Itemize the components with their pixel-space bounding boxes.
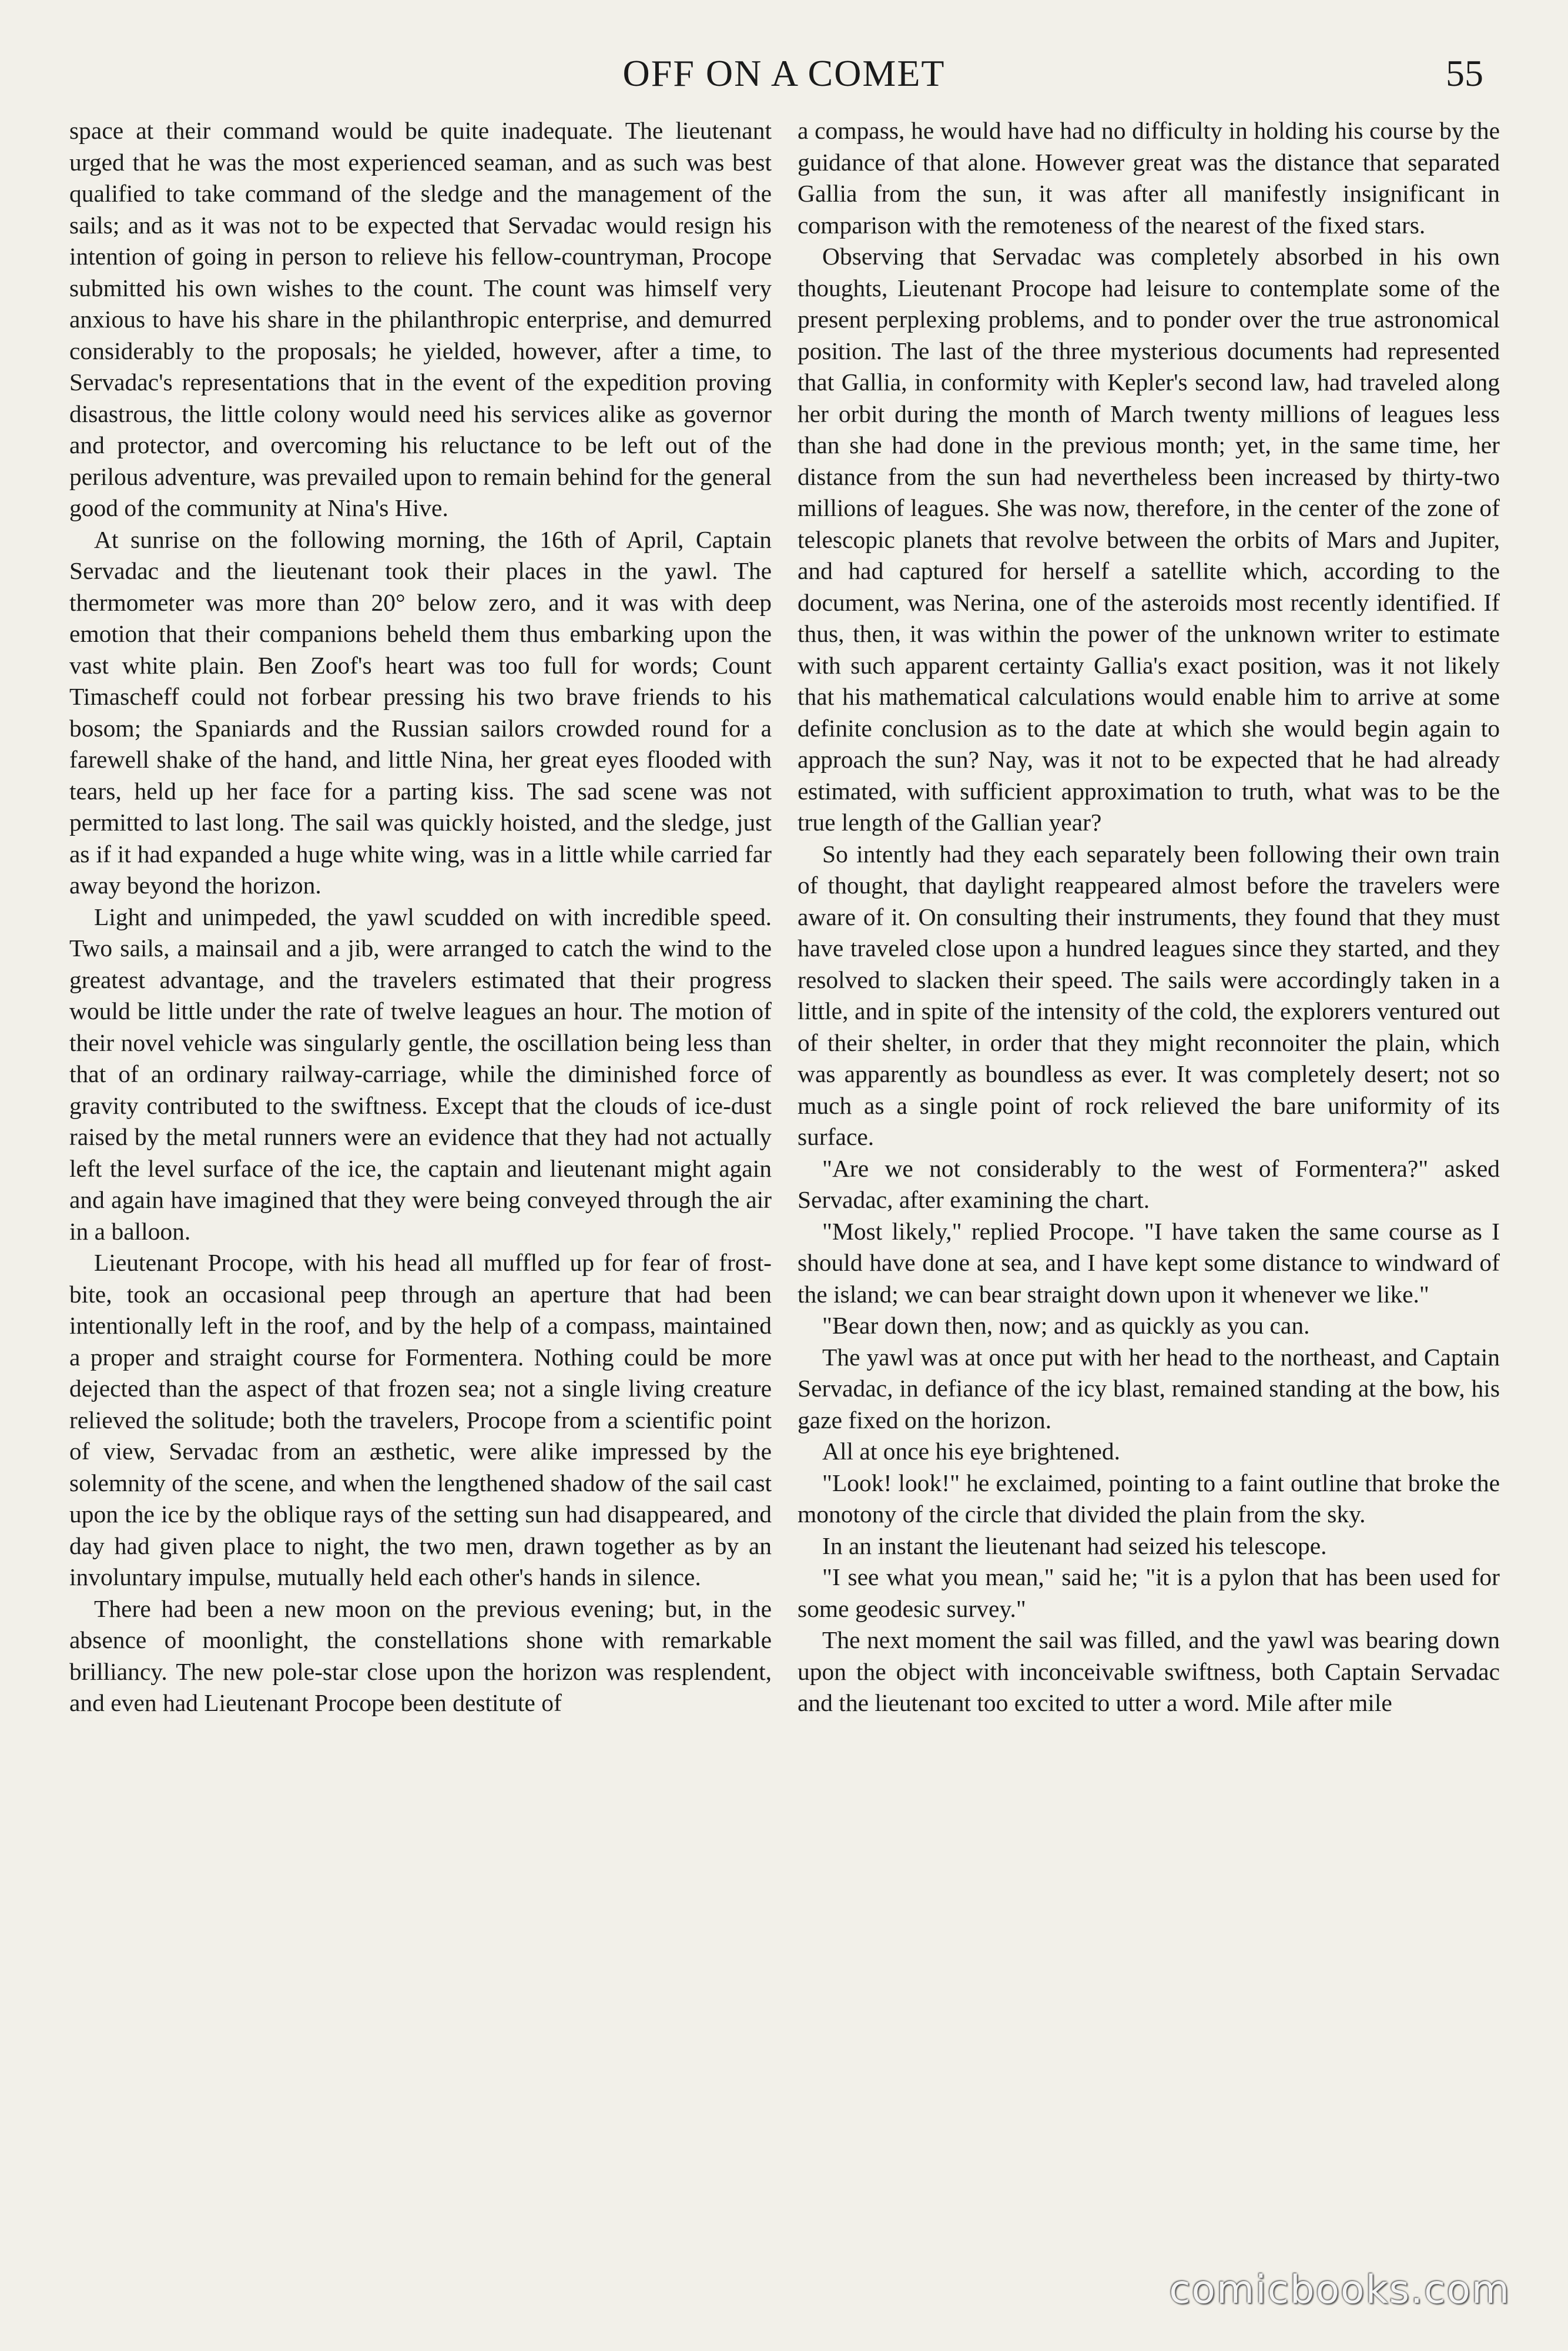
paragraph: So intently had they each separately been following their own train of thought, that daylight reappeared almost before the travelers were aware of it. On consulting their instruments, they found that they must have traveled close upon a hundred leagues since they started, and they resolved to slacken their speed. The sails were accordingly taken in a little, and in spite of the intensity of the cold, the explorers ventured out of their shelter, in order that they might reconnoiter the plain, which was apparently as boundless as ever. It was completely desert; not so much as a single point of rock relieved the bare uniformity of its surface.: [798, 840, 1500, 1150]
page-header: [65, 52, 1503, 105]
paragraph: Observing that Servadac was completely absorbed in his own thoughts, Lieutenant Procope had leisure to contemplate some of the present perplexing problems, and to ponder over the true astronomical position. The last of the three mysterious documents had represented that Gallia, in conformity with Kepler's second law, had traveled along her orbit during the month of March twenty millions of leagues less than she had done in the previous month; yet, in the same time, her distance from the sun had nevertheless been increased by thirty-two millions of leagues. She was now, therefore, in the center of the zone of telescopic planets that revolve between the orbits of Mars and Jupiter, and had captured for herself a satellite which, according to the document, was Nerina, one of the asteroids most recently identified. If thus, then, it was within the power of the unknown writer to estimate with such apparent certainty Gallia's exact position, was it not likely that his mathematical calculations would enable him to arrive at some definite conclusion as to the date at which she would begin again to approach the sun? Nay, was it not to be expected that he had already estimated, with sufficient approximation to truth, what was to be the true length of the Gallian year?: [798, 243, 1500, 836]
watermark: comicbooks.com: [1169, 2267, 1510, 2312]
paragraph: Lieutenant Procope, with his head all muffled up for fear of frost-bite, took an occasional peep through an aperture that had been intentionally left in the roof, and by the help of a compass, maintained a proper and straight course for Formentera. Nothing could be more dejected than the aspect of that frozen sea; not a single living creature relieved the solitude; both the travelers, Procope from a scientific point of view, Servadac from an æsthetic, were alike impressed by the solemnity of the scene, and when the lengthened shadow of the sail cast upon the ice by the oblique rays of the setting sun had disappeared, and day had given place to night, the two men, drawn together as by an involuntary impulse, mutually held each other's hands in silence.: [69, 1249, 772, 1590]
paragraph: "Are we not considerably to the west of Formentera?" asked Servadac, after examining the chart.: [798, 1154, 1500, 1213]
paragraph: space at their command would be quite inadequate. The lieutenant urged that he was the most experienced seaman, and as such was best qualified to take command of the sledge and the management of the sails; and as it was not to be expected that Servadac would resign his intention of going in person to relieve his fellow-countryman, Procope submitted his own wishes to the count. The count was himself very anxious to have his share in the philanthropic enterprise, and demurred considerably to the proposals; he yielded, however, after a time, to Servadac's representations that in the event of the expedition proving disastrous, the little colony would need his services alike as governor and protector, and overcoming his reluctance to be left out of the perilous adventure, was prevailed upon to remain behind for the general good of the community at Nina's Hive.: [69, 117, 772, 521]
paragraph: "I see what you mean," said he; "it is a pylon that has been used for some geodesic survey.": [798, 1563, 1500, 1622]
paragraph: "Bear down then, now; and as quickly as you can.: [822, 1312, 1310, 1339]
paragraph: In an instant the lieutenant had seized his telescope.: [822, 1532, 1327, 1559]
right-column: [798, 115, 1500, 1719]
paragraph: There had been a new moon on the previous evening; but, in the absence of moonlight, the constellations shone with remarkable brilliancy. The new pole-star close upon the horizon was resplendent, and even had Lieutenant Procope been destitute of: [69, 1595, 772, 1716]
paragraph: "Look! look!" he exclaimed, pointing to a faint outline that broke the monotony of the circle that divided the plain from the sky.: [798, 1469, 1500, 1528]
paragraph: At sunrise on the following morning, the 16th of April, Captain Servadac and the lieutenant took their places in the yawl. The thermometer was more than 20° below zero, and it was with deep emotion that their companions beheld them thus embarking upon the vast white plain. Ben Zoof's heart was too full for words; Count Timascheff could not forbear pressing his two brave friends to his bosom; the Spaniards and the Russian sailors crowded round for a farewell shake of the hand, and little Nina, her great eyes flooded with tears, held up her face for a parting kiss. The sad scene was not permitted to last long. The sail was quickly hoisted, and the sledge, just as if it had expanded a huge white wing, was in a little while carried far away beyond the horizon.: [69, 525, 772, 899]
paragraph: Light and unimpeded, the yawl scudded on with incredible speed. Two sails, a mainsail and a jib, were arranged to catch the wind to the greatest advantage, and the travelers estimated that their progress would be little under the rate of twelve leagues an hour. The motion of their novel vehicle was singularly gentle, the oscillation being less than that of an ordinary railway-carriage, while the diminished force of gravity contributed to the swiftness. Except that the clouds of ice-dust raised by the metal runners were an evidence that they had not actually left the level surface of the ice, the captain and lieutenant might again and again have imagined that they were being conveyed through the air in a balloon.: [69, 903, 772, 1245]
paragraph: "Most likely," replied Procope. "I have taken the same course as I should have done at sea, and I have kept some distance to windward of the island; we can bear straight down upon it whenever we like.": [798, 1217, 1500, 1308]
left-column: [69, 115, 772, 1719]
paragraph: The yawl was at once put with her head to the northeast, and Captain Servadac, in defiance of the icy blast, remained standing at the bow, his gaze fixed on the horizon.: [798, 1343, 1500, 1434]
paragraph: a compass, he would have had no difficulty in holding his course by the guidance of that alone. However great was the distance that separated Gallia from the sun, it was after all manifestly insignificant in comparison with the remoteness of the nearest of the fixed stars.: [798, 117, 1500, 239]
page-number: 55: [1446, 52, 1483, 94]
running-title: OFF ON A COMET: [622, 52, 946, 94]
paragraph: The next moment the sail was filled, and the yawl was bearing down upon the object with inconceivable swiftness, both Captain Servadac and the lieutenant too excited to utter a word. Mile after mile: [798, 1626, 1500, 1716]
paragraph: All at once his eye brightened.: [822, 1438, 1121, 1465]
